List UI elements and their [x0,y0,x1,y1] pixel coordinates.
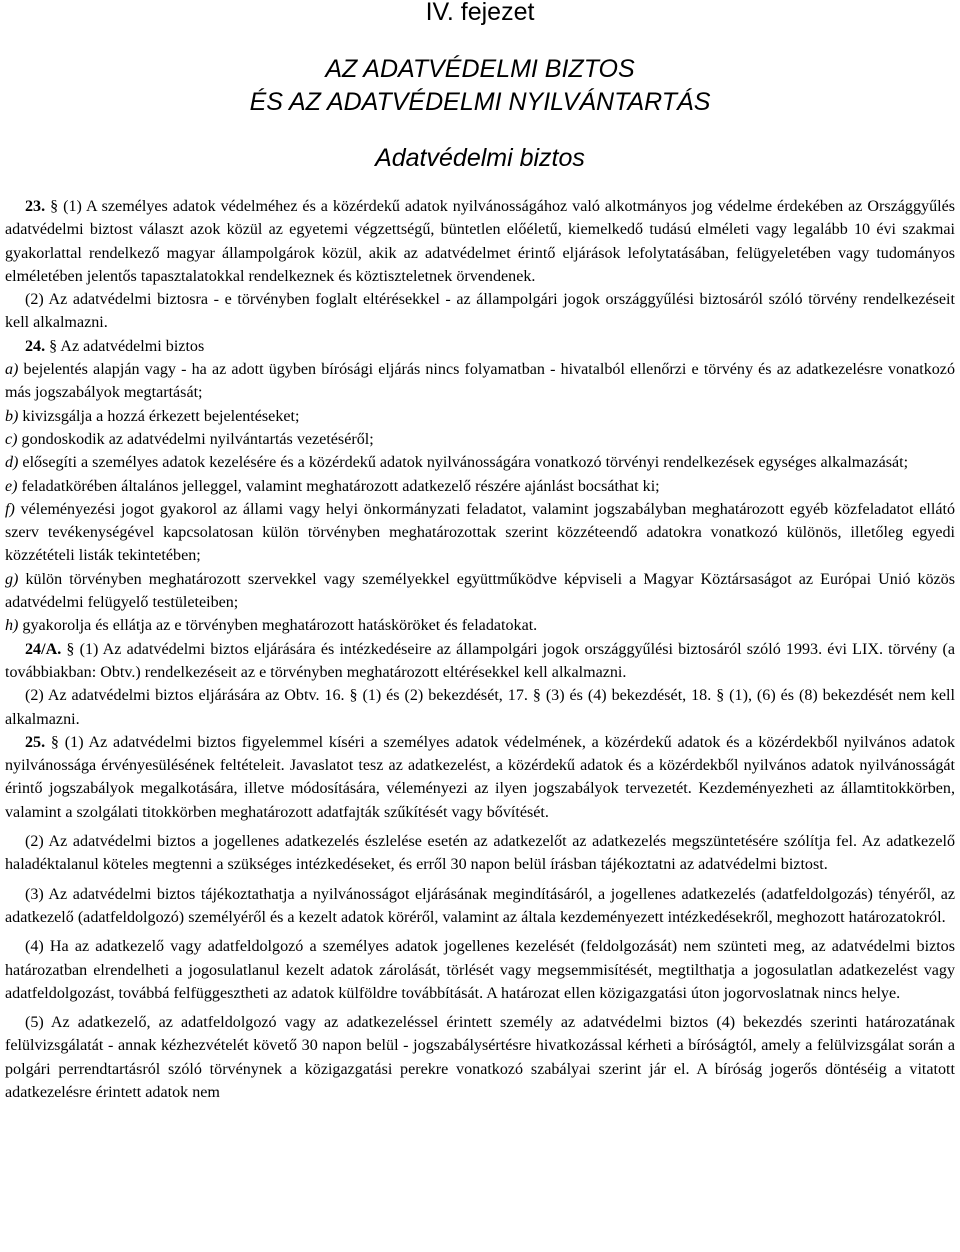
chapter-heading: IV. fejezet [425,0,535,26]
chapter-title-line-2: ÉS AZ ADATVÉDELMI NYILVÁNTARTÁS [249,88,711,116]
document-body [5,195,955,1104]
item-text: gyakorolja és ellátja az e törvényben meghatározott hatásköröket és feladatokat. [18,617,538,635]
paragraph-25-1 [5,731,955,824]
item-text: véleményezési jogot gyakorol az állami vagy helyi önkormányzati feladatot, valamint jogszabályban meghatározott egyéb közfeladatot ellátó szerv tevékenységével kapcsolatosan külön törvényben meghatározottak szerint közzéteendő adatokra vonatkozó különös, illetőleg egyedi közzétételi listák tekintetében; [5,500,955,565]
paragraph-23-1 [5,195,955,288]
list-item-24-f [5,498,955,568]
item-text: elősegíti a személyes adatok kezelésére és a közérdekű adatok nyilvánosságára vonatkozó törvényi rendelkezések egységes alkalmazását; [18,454,909,472]
item-letter: g) [5,570,19,588]
item-text: külön törvényben meghatározott szervekkel vagy személyekkel együttműködve képviseli a Magyar Köztársaságot az Európai Unió közös adatvédelmi felügyelő testületeiben; [5,570,955,612]
list-item-24-e [5,475,955,498]
item-letter: a) [5,361,19,379]
chapter-title-line-1: AZ ADATVÉDELMI BIZTOS [325,55,635,83]
paragraph-text: § Az adatvédelmi biztos [45,337,205,355]
section-subtitle: Adatvédelmi biztos [375,144,585,172]
item-text: kivizsgálja a hozzá érkezett bejelentéseket; [18,407,300,425]
item-text: gondoskodik az adatvédelmi nyilvántartás vezetéséről; [17,430,374,448]
item-letter: f) [5,500,15,518]
item-letter: b) [5,407,19,425]
list-item-24-g [5,568,955,615]
paragraph-24a-2: (2) Az adatvédelmi biztos eljárására az Obtv. 16. § (1) és (2) bekezdését, 17. § (3) és (4) bekezdését, 18. § (1), (6) és (8) bekezdését nem kell alkalmazni. [5,687,955,728]
paragraph-25-3: (3) Az adatvédelmi biztos tájékoztathatja a nyilvánosságot eljárásának megindításáról, a jogellenes adatkezelés (adatfeldolgozás) tényéről, az adatkezelő (adatfeldolgozó) személyéről és a kezelt adatok köréről, valamint az általa kezdeményezett intézkedésekről, meghozott határozatokról. [5,885,955,926]
item-text: feladatkörében általános jelleggel, valamint meghatározott adatkezelő részére ajánlást bocsáthat ki; [17,477,660,495]
paragraph-24a-1 [5,638,955,685]
paragraph-25-5: (5) Az adatkezelő, az adatfeldolgozó vagy az adatkezeléssel érintett személy az adatvédelmi biztos (4) bekezdés szerinti határozatának felülvizsgálatát - annak kézhezvételét követő 30 napon belül - jogszabálysértésre hivatkozással kérheti a bíróságtól, amely a felülvizsgálat során a polgári perrendtartásról szóló törvénynek a közigazgatási perekre vonatkozó szabályai szerint jár el. A bíróság jogerős döntéséig a vitatott adatkezelésre érintett adatok nem [5,1014,955,1101]
paragraph-25-2: (2) Az adatvédelmi biztos a jogellenes adatkezelés észlelése esetén az adatkezelőt az adatkezelés megszüntetésére szólítja fel. Az adatkezelő haladéktalanul köteles megtenni a szükséges intézkedéseket, és erről 30 napon belül írásban tájékoztatni az adatvédelmi biztost. [5,833,955,874]
paragraph-23-2: (2) Az adatvédelmi biztosra - e törvényben foglalt eltérésekkel - az állampolgári jogok országgyűlési biztosáról szóló törvény rendelkezéseit kell alkalmazni. [5,291,955,332]
item-letter: h) [5,617,19,635]
paragraph-text: § (1) Az adatvédelmi biztos figyelemmel kíséri a személyes adatok védelmének, a közérdekű adatok és a közérdekből nyilvános adatok nyilvánossága érvényesülésének feltételeit. Javaslatot tesz az adatkezelést, a közérdekű adatok és a közérdekből nyilvános adatok nyilvánosságát érintő jogszabályok megalkotására, illetve módosítására, véleményezi az ilyen jogszabályok tervezetét. Kezdeményezheti az államtitokkörben, valamint a szolgálati titokkörben meghatározott adatfajták szűkítését vagy bővítését. [5,733,955,821]
paragraph-25-4: (4) Ha az adatkezelő vagy adatfeldolgozó a személyes adatok jogellenes kezelését (feldolgozását) nem szünteti meg, az adatvédelmi biztos határozatban elrendelheti a jogosulatlanul kezelt adatok zárolását, törlését vagy megsemmisítését, megtilthatja a jogosulatlan adatkezelést vagy adatfeldolgozást, továbbá felfüggesztheti az adatok külföldre továbbítását. A határozat ellen közigazgatási úton jogorvoslatnak nincs helye. [5,938,955,1002]
section-number: 24. [25,337,46,355]
paragraph-text: § (1) A személyes adatok védelméhez és a közérdekű adatok nyilvánosságához való alkotmányos jog védelme érdekében az Országgyűlés adatvédelmi biztost választ azok közül az egyetemi végzettségű, büntetlen előéletű, kiemelkedő tudású elméleti vagy legalább 10 évi szakmai gyakorlattal rendelkező magyar állampolgárok közül, akik az adatvédelmet érintő eljárások lefolytatásában, felügyeletében vagy tudományos elméletében jelentős tapasztalatokkal rendelkeznek és köztiszteletnek örvendenek. [5,198,955,285]
list-item-24-d [5,451,955,474]
section-number: 23. [25,198,46,215]
paragraph-text: § (1) Az adatvédelmi biztos eljárására és intézkedéseire az állampolgári jogok országgyűlési biztosáról szóló 1993. évi LIX. törvény (a továbbiakban: Obtv.) rendelkezéseit az e törvényben meghatározott eltérésekkel kell alkalmazni. [5,640,955,681]
list-item-24-b [5,405,955,428]
list-item-24-h [5,614,955,637]
list-item-24-c [5,428,955,451]
section-number: 24/A. [25,640,62,658]
paragraph-24 [5,335,955,358]
item-letter: d) [5,454,19,472]
item-letter: e) [5,477,18,495]
item-text: bejelentés alapján vagy - ha az adott ügyben bírósági eljárás nincs folyamatban - hivatalból ellenőrzi e törvény és az adatkezelésre vonatkozó más jogszabályok megtartását; [5,361,955,402]
section-number: 25. [25,733,46,751]
item-letter: c) [5,430,18,448]
list-item-24-a [5,358,955,405]
